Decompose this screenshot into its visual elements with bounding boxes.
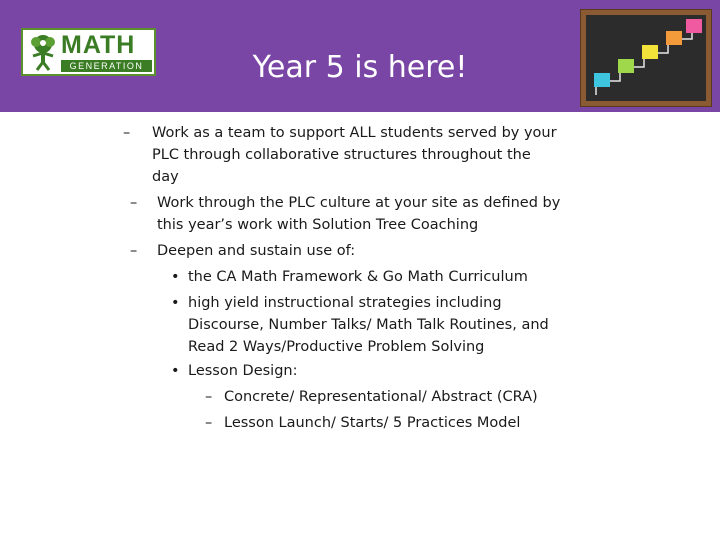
bullet-marker: • [171, 269, 180, 285]
bullet-text-line: Lesson Launch/ Starts/ 5 Practices Model [224, 415, 521, 431]
bullet-marker: • [171, 295, 180, 311]
bullet-marker: • [171, 363, 180, 379]
sticky-note-1 [594, 73, 610, 87]
bullet-text-line: Read 2 Ways/Productive Problem Solving [188, 339, 485, 355]
bullet-text-line: the CA Math Framework & Go Math Curriculum [188, 269, 528, 285]
sticky-note-4 [666, 31, 682, 45]
sticky-note-5 [686, 19, 702, 33]
staircase-drawing [586, 15, 706, 101]
bullet-text-line: Lesson Design: [188, 363, 298, 379]
bullet-text-line: Work through the PLC culture at your site as defined by [157, 195, 561, 211]
chalkboard-staircase-image [580, 9, 712, 107]
title-bar [0, 0, 720, 112]
bullet-marker: – [205, 389, 213, 405]
sticky-note-3 [642, 45, 658, 59]
bullet-marker: – [130, 195, 138, 211]
slide-title: Year 5 is here! [252, 50, 468, 85]
bullet-text-line: Deepen and sustain use of: [157, 243, 356, 259]
bullet-text-line: high yield instructional strategies including [188, 295, 502, 311]
bullet-text-line: Discourse, Number Talks/ Math Talk Routines, and [188, 317, 549, 333]
logo-subtitle: GENERATION [61, 60, 152, 72]
bullet-text-line: Concrete/ Representational/ Abstract (CRA) [224, 389, 538, 405]
bullet-marker: – [123, 125, 131, 141]
sticky-note-2 [618, 59, 634, 73]
bullet-marker: – [130, 243, 138, 259]
bullet-text-line: this year’s work with Solution Tree Coaching [157, 217, 479, 233]
bullet-text-line: Work as a team to support ALL students served by your [152, 125, 557, 141]
bullet-text-line: day [152, 169, 179, 185]
bullet-text-line: PLC through collaborative structures throughout the [152, 147, 531, 163]
bullet-marker: – [205, 415, 213, 431]
logo-word: MATH [61, 31, 136, 59]
